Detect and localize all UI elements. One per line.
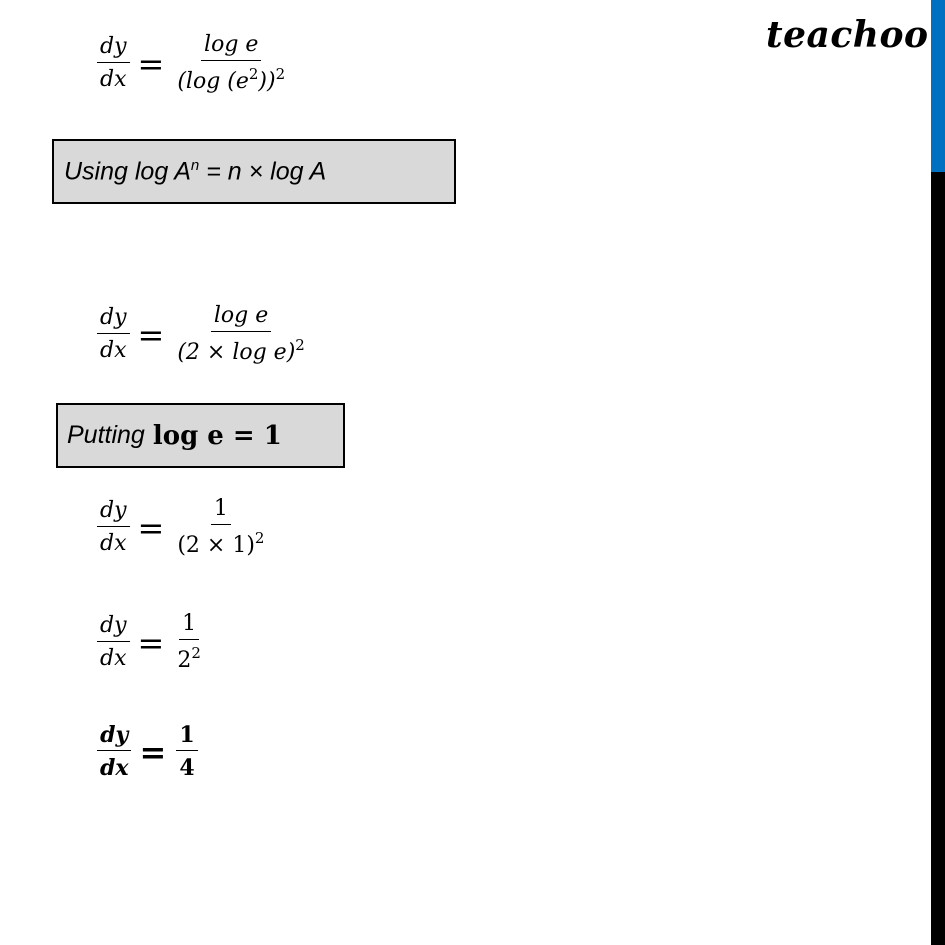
equation-step-4 xyxy=(97,613,204,672)
final-answer-fraction xyxy=(176,724,197,779)
derivative-denominator: dx xyxy=(100,646,127,671)
derivative-numerator: dy xyxy=(97,36,130,63)
side-bar xyxy=(931,0,945,945)
step-1-denominator: (log $(e^2))^2$ xyxy=(177,65,286,94)
side-bar-accent xyxy=(931,0,945,172)
derivative-denominator: dx xyxy=(100,67,127,92)
equals-sign: = xyxy=(139,732,167,771)
derivative-fraction xyxy=(97,500,130,555)
derivative-denominator: dx xyxy=(100,338,127,363)
final-answer xyxy=(97,724,198,779)
equation-step-3 xyxy=(97,498,267,557)
derivative-fraction xyxy=(97,36,130,91)
step-3-denominator: $(2 \times 1)^2$ xyxy=(177,529,265,558)
putting-log-e-note xyxy=(56,403,345,468)
equals-sign: = xyxy=(137,315,165,354)
derivative-numerator: dy xyxy=(97,724,131,751)
step-1-numerator: log e xyxy=(201,34,261,61)
derivative-fraction xyxy=(97,724,132,779)
log-power-rule-note xyxy=(52,139,456,204)
step-4-numerator: 1 xyxy=(179,613,199,640)
equation-step-2 xyxy=(97,305,308,364)
note-1-text: Using $\log A^n = n \times \log A$ xyxy=(64,156,327,186)
equation-step-1 xyxy=(97,34,288,93)
step-1-fraction xyxy=(174,34,288,93)
step-3-numerator: 1 xyxy=(211,498,231,525)
derivative-fraction xyxy=(97,307,130,362)
final-answer-denominator: 4 xyxy=(179,755,195,781)
teachoo-logo: teachoo xyxy=(766,14,929,56)
derivative-numerator: dy xyxy=(97,615,130,642)
derivative-fraction xyxy=(97,615,130,670)
note-2-prefix: Putting xyxy=(67,421,145,449)
step-2-fraction xyxy=(174,305,308,364)
equals-sign: = xyxy=(137,44,165,83)
step-2-numerator: log e xyxy=(211,305,271,332)
derivative-numerator: dy xyxy=(97,500,130,527)
step-3-fraction xyxy=(174,498,267,557)
derivative-denominator: dx xyxy=(100,755,129,781)
equals-sign: = xyxy=(137,508,165,547)
step-4-denominator: $2^2$ xyxy=(177,644,201,673)
derivative-denominator: dx xyxy=(100,531,127,556)
step-4-fraction xyxy=(174,613,204,672)
equals-sign: = xyxy=(137,623,165,662)
final-answer-numerator: 1 xyxy=(176,724,197,751)
step-2-denominator: $(2 \times \log e)^2$ xyxy=(177,336,305,365)
derivative-numerator: dy xyxy=(97,307,130,334)
note-2-math: log e = 1 xyxy=(152,420,282,451)
